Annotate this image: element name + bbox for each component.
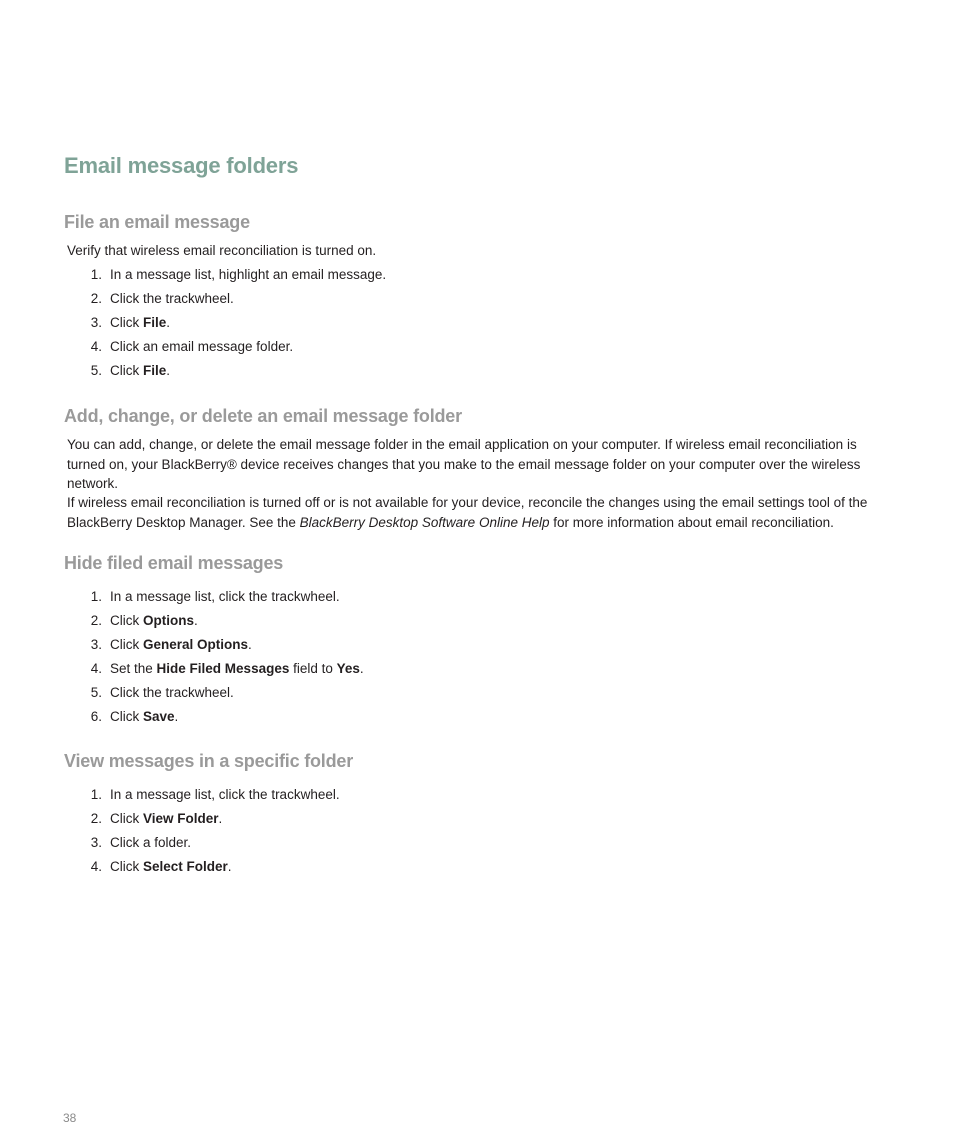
section-title-file-email: File an email message <box>64 212 250 232</box>
section-title-view-messages: View messages in a specific folder <box>64 751 354 771</box>
section-intro: Verify that wireless email reconciliation is turned on. <box>67 243 377 258</box>
document-page: Email message folders File an email message Verify that wireless email reconciliation is turned on. 1. In a message list, highlight an email message. 2. Click the trackwheel. 3. Click File. 4. Click an email message folder. 5. Click File. Add, change, or delete an email message folder You can add, change, or delete the email message folder in the email application on your computer. If wireless email reconciliation is turned on, your BlackBerry® device receives changes that you make to the email message folder on your computer over the wireless network. If wireless email reconciliation is turned off or is not available for your device, reconcile the changes using the email settings tool of the BlackBerry Desktop Manager. See the BlackBerry Desktop Software Online Help for more information about email reconciliation. Hide filed email messages 1. In a message list, click the trackwheel. 2. Click Options. 3. Click General Options. 4. Set the Hide Filed Messages field to Yes. 5. Click the trackwheel. 6. Click Save. View messages in a specific folder 1. In a message list, click the trackwheel. 2. Click View Folder. 3. Click a folder. 4. Click Select Folder. 38 <box>0 0 954 1145</box>
section-paragraph: If wireless email reconciliation is turned off or is not available for your device, reconcile the changes using the email settings tool of the BlackBerry Desktop Manager. See the BlackBerry Desktop Software Online Help for more information about email reconciliation. <box>67 495 868 530</box>
section-title-add-change-delete: Add, change, or delete an email message folder <box>64 406 462 426</box>
help-reference: BlackBerry Desktop Software Online Help <box>299 514 550 530</box>
section-title-hide-filed: Hide filed email messages <box>64 553 284 573</box>
chapter-title: Email message folders <box>64 153 299 178</box>
page-number: 38 <box>63 1111 77 1125</box>
section-paragraph: You can add, change, or delete the email message folder in the email application on your computer. If wireless email reconciliation is turned on, your BlackBerry® device receives changes that you make to the email message folder on your computer over the wireless network. <box>67 437 861 491</box>
